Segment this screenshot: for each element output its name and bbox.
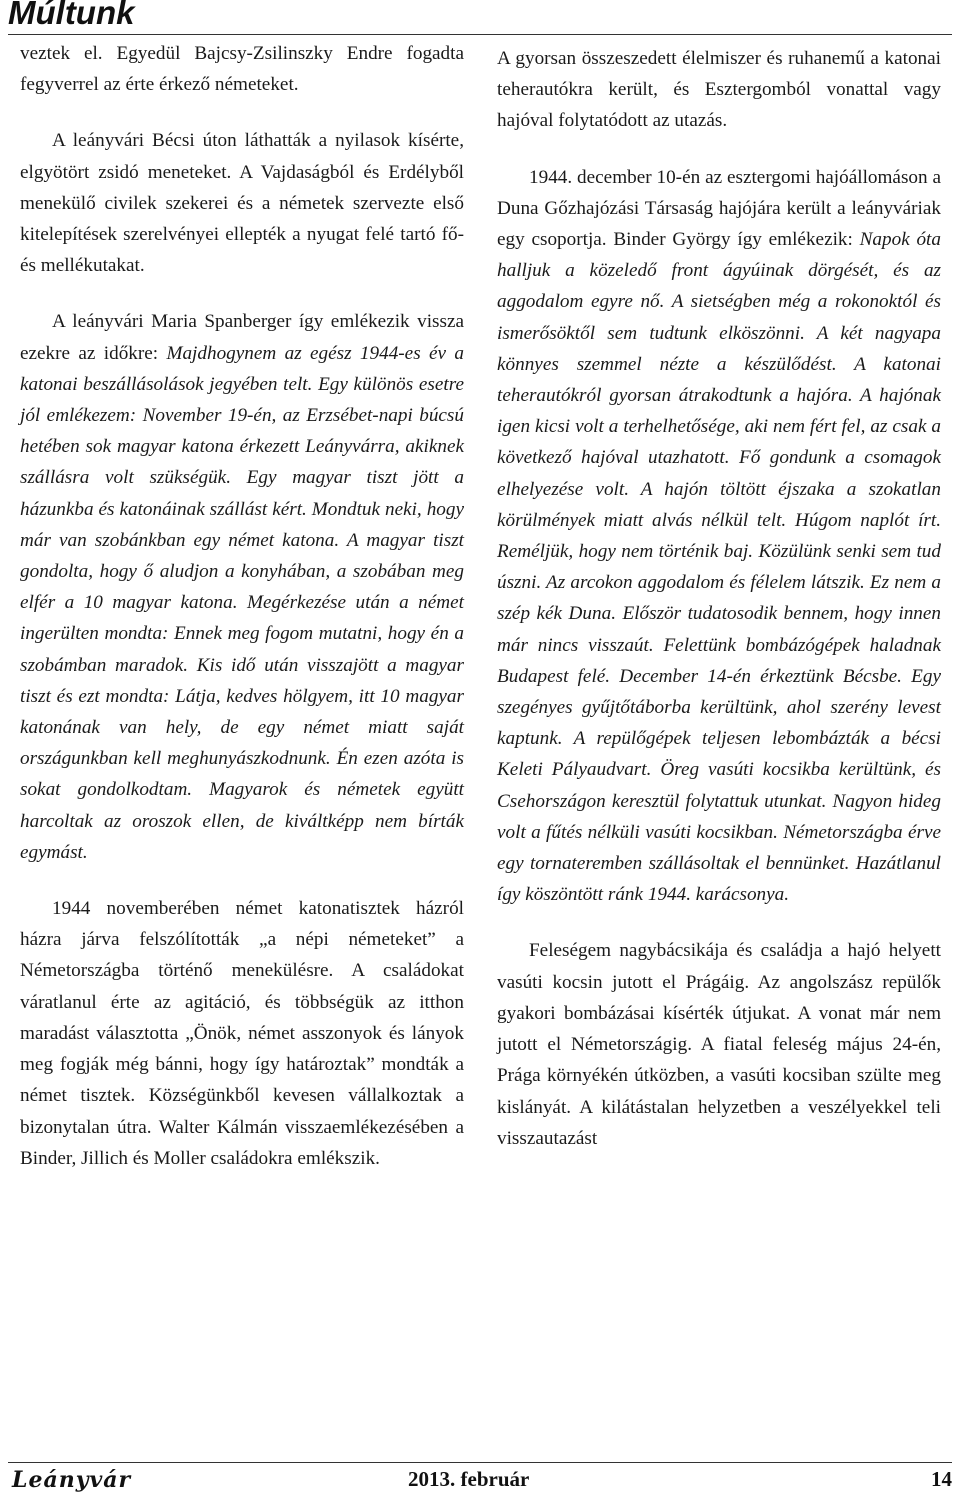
right-paragraph-2-intro: 1944. december 10-én az esztergomi hajóállomáson a Duna Gőzhajózási Társaság hajójára került a leányváriak egy csoportja. Binder György így emlékezik: [497, 166, 941, 251]
left-paragraph-3 [20, 306, 464, 868]
issue-date: 2013. február [408, 1467, 530, 1491]
page-number: 14 [931, 1467, 952, 1491]
right-paragraph-2-quote: Napok óta halljuk a közeledő front ágyúinak dörgését, és az aggodalom egyre nő. A sietségben még a rokonoktól és ismerősöktől sem tudtunk elköszönni. A két nagyapa könnyes szemmel nézte a készülődést. A katonai teherautókról gyorsan átrakodtunk a hajóra. A hajónak igen kicsi volt a terhelhetősége, aki nem fért fel, az csak a következő hajóval utazhatott. Fő gondunk a csomagok elhelyezése volt. A hajón töltött éjszaka a szokatlan körülmények miatt alvás nélkül telt. Húgom naplót írt. Reméljük, hogy nem történik baj. Közülünk senki sem tud úszni. Az arcokon aggodalom és félelem látszik. Ez nem a szép kék Duna. Először tudatosodik bennem, hogy innen már nincs visszaút. Felettünk bombázógépek haladnak Budapest felé. December 14-én érkeztünk Bécsbe. Egy szegényes gyűjtőtáborba kerültünk, ahol szerény levest kaptunk. A repülőgépek teljesen lebombázták a bécsi Keleti Pályaudvart. Öreg vasúti kocsikba kerültünk, és Csehországon keresztül folytattuk utunkat. Nagyon hideg volt a fűtés nélküli vasúti kocsikban. Németországba érve egy tornateremben szállásoltak el bennünket. Hazátlanul így köszöntött ránk 1944. karácsonya. [497, 229, 941, 906]
page-footer [8, 1462, 952, 1493]
left-paragraph-4: 1944 novemberében német katonatisztek házról házra járva felszólították „a népi németeket” a Németországba történő menekülésre. A családokat váratlanul érte az agitáció, és többségük az itthon maradást választotta „Önök, német asszonyok és lányok meg fogják még bánni, hogy így határoztak” mondták a német tisztek. Községünkből kevesen vállalkoztak a bizonytalan útra. Walter Kálmán visszaemlékezésében a Binder, Jillich és Moller családokra emlékszik. [20, 898, 464, 1169]
right-column [497, 43, 941, 1154]
page-header [8, 0, 952, 35]
right-paragraph-2 [497, 162, 941, 911]
left-column [20, 38, 464, 1174]
left-paragraph-3-intro: A leányvári Maria Spanberger így emlékezik vissza ezekre az időkre: [20, 311, 464, 364]
section-title: Múltunk [8, 0, 135, 31]
left-paragraph-1: veztek el. Egyedül Bajcsy-Zsilinszky Endre fogadta fegyverrel az érte érkező németeket. [20, 43, 464, 96]
right-paragraph-1: A gyorsan összeszedett élelmiszer és ruhanemű a katonai teherautókra került, és Esztergomból vonattal vagy hajóval folytatódott az utazás. [497, 48, 941, 132]
magazine-name: Leányvár [12, 1467, 132, 1493]
left-paragraph-2: A leányvári Bécsi úton láthatták a nyilasok kísérte, elgyötört zsidó meneteket. A Vajdaságból és Erdélyből menekülő civilek szekerei és a németek szervezte első kitelepítések szerelvényei ellepték a nyugat felé tartó fő- és mellékutakat. [20, 130, 464, 277]
left-paragraph-3-quote: Majdhogynem az egész 1944-es év a katonai beszállásolások jegyében telt. Egy különös esetre jól emlékezem: November 19-én, az Erzsébet-napi búcsú hetében sok magyar katona érkezett Leányvárra, akiknek szállásra volt szükségük. Egy magyar tiszt jött a házunkba és katonáinak szállást kért. Mondtuk neki, hogy már van szobánkban egy német katona. A magyar tiszt gondolta, hogy ő aludjon a konyhában, a szobában meg elfér a 10 magyar katona. Megérkezése után a német ingerülten mondta: Ennek meg fogom mutatni, hogy én a szobámban maradok. Kis idő után visszajött a magyar tiszt és ezt mondta: Látja, kedves hölgyem, itt 10 magyar katonának van hely, de egy német miatt saját országunkban kell meghunyászkodnunk. Én ezen azóta is sokat gondolkodtam. Magyarok és németek együtt harcoltak az oroszok ellen, de kiváltképp nem bírták egymást. [20, 342, 464, 863]
right-paragraph-3: Feleségem nagybácsikája és családja a hajó helyett vasúti kocsin jutott el Prágáig. Az angolszász repülők gyakori bombázásai kísérték útjukat. A vonat már nem jutott el Németországig. A fiatal feleség május 24-én, Prága környékén útközben, a vasúti kocsiban szülte meg kislányát. A kilátástalan helyzetben a veszélyekkel teli visszautazást [497, 940, 941, 1149]
